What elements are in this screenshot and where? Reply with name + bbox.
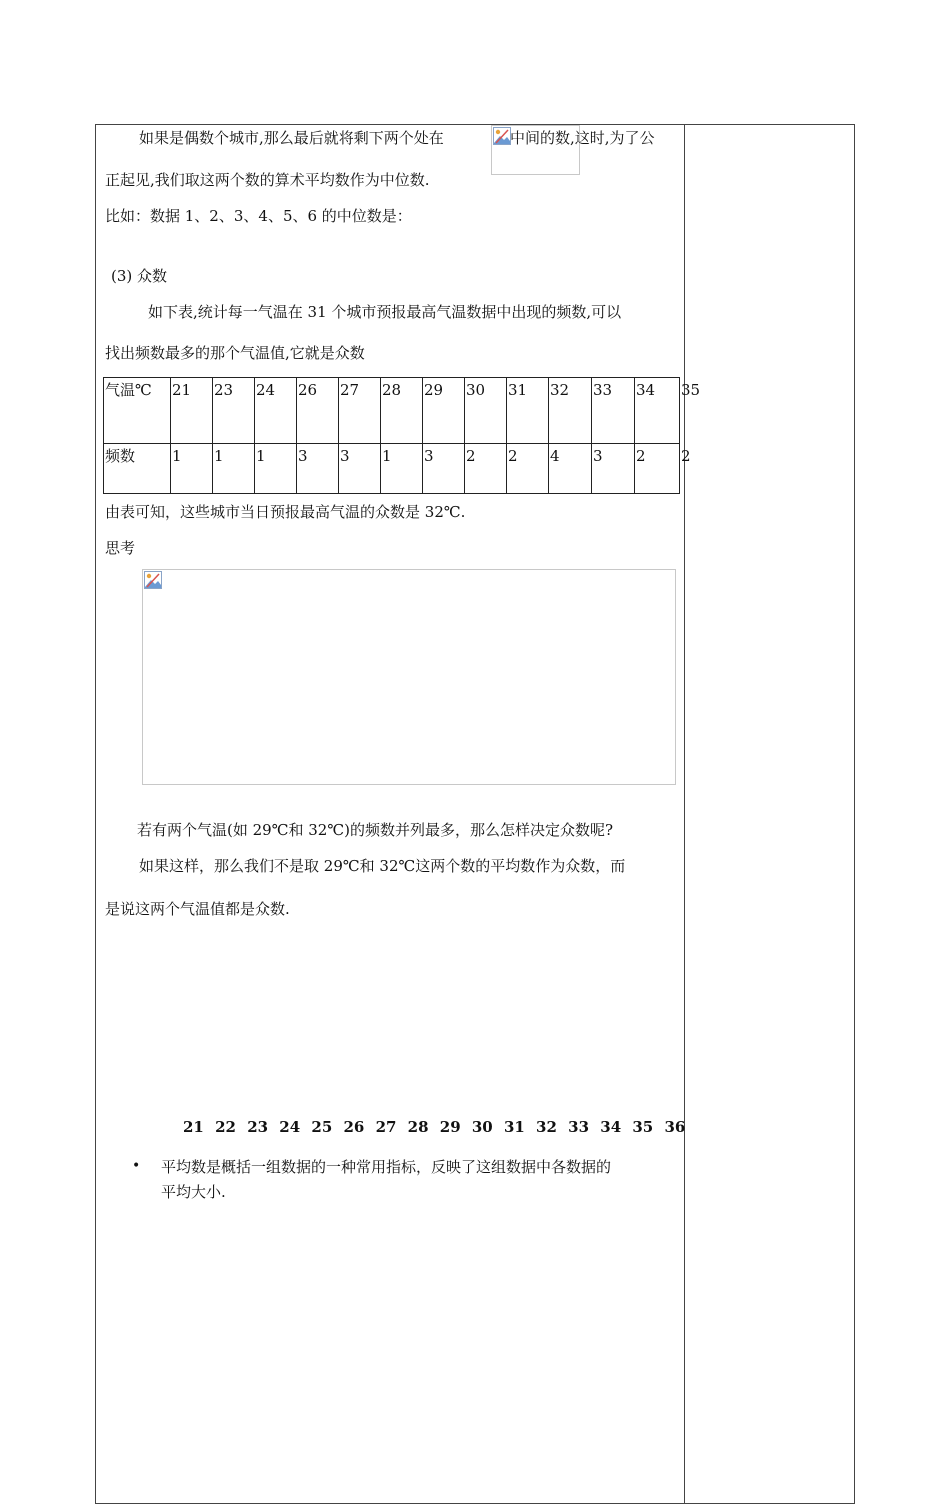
table-header-frequency: 频数: [104, 444, 171, 494]
bullet-text-line1: 平均数是概括一组数据的一种常用指标，反映了这组数据中各数据的: [161, 1158, 612, 1176]
column-divider: [684, 124, 685, 1504]
frequency-table: [103, 377, 720, 494]
table-cell: 30: [465, 378, 507, 444]
table-cell: 27: [339, 378, 381, 444]
table-cell-overflow: 35: [681, 380, 701, 399]
paragraph-example: 比如：数据 1、2、3、4、5、6 的中位数是：: [105, 207, 412, 225]
table-cell: 3: [297, 444, 339, 494]
table-cell: 23: [213, 378, 255, 444]
answer-line2: 是说这两个气温值都是众数.: [105, 900, 290, 918]
table-cell: 31: [507, 378, 549, 444]
heading-think: 思考: [105, 539, 136, 557]
table-cell: 33: [592, 378, 635, 444]
table-cell: 3: [592, 444, 635, 494]
table-cell: 3: [423, 444, 465, 494]
paragraph-mode-line1: 如下表,统计每一气温在 31 个城市预报最高气温数据中出现的频数,可以: [148, 303, 622, 321]
paragraph-median-even-line1: 如果是偶数个城市,那么最后就将剩下两个处在: [139, 129, 444, 147]
table-row-frequency: [104, 444, 720, 494]
table-header-temperature: 气温℃: [104, 378, 171, 444]
bullet-icon: •: [132, 1158, 141, 1174]
image-placeholder-icon: [493, 127, 511, 145]
table-cell: 32: [549, 378, 592, 444]
table-cell: 1: [213, 444, 255, 494]
image-placeholder-icon: [144, 571, 162, 589]
paragraph-median-even-line2: 正起见,我们取这两个数的算术平均数作为中位数.: [105, 171, 430, 189]
table-cell: 1: [171, 444, 213, 494]
question-two-modes: 若有两个气温(如 29℃和 32℃)的频数并列最多，那么怎样决定众数呢?: [137, 821, 614, 839]
number-line-labels: 21 22 23 24 25 26 27 28 29 30 31 32 33 34 35 36: [183, 1118, 686, 1136]
broken-image-figure: [142, 569, 676, 785]
table-cell: 2: [507, 444, 549, 494]
table-cell: 28: [381, 378, 423, 444]
section-heading-mode: (3) 众数: [111, 267, 168, 285]
paragraph-mode-line2: 找出频数最多的那个气温值,它就是众数: [105, 344, 365, 362]
paragraph-median-even-line1-end: 中间的数,这时,为了公: [510, 129, 655, 147]
table-cell-overflow: 2: [681, 446, 691, 465]
content-table-frame: [95, 124, 855, 1504]
table-cell: 29: [423, 378, 465, 444]
table-cell: 24: [255, 378, 297, 444]
table-cell: 3: [339, 444, 381, 494]
table-cell: 2: [465, 444, 507, 494]
paragraph-mode-conclusion: 由表可知，这些城市当日预报最高气温的众数是 32℃.: [105, 503, 466, 521]
table-cell: 34: [635, 378, 680, 444]
table-cell: 2: [635, 444, 680, 494]
table-cell: 26: [297, 378, 339, 444]
bullet-text-line2: 平均大小.: [161, 1183, 226, 1201]
table-cell: 1: [381, 444, 423, 494]
table-cell: 1: [255, 444, 297, 494]
table-row-temperature: [104, 378, 720, 444]
table-cell: 4: [549, 444, 592, 494]
answer-line1: 如果这样，那么我们不是取 29℃和 32℃这两个数的平均数作为众数，而: [139, 857, 626, 875]
table-cell: 21: [171, 378, 213, 444]
